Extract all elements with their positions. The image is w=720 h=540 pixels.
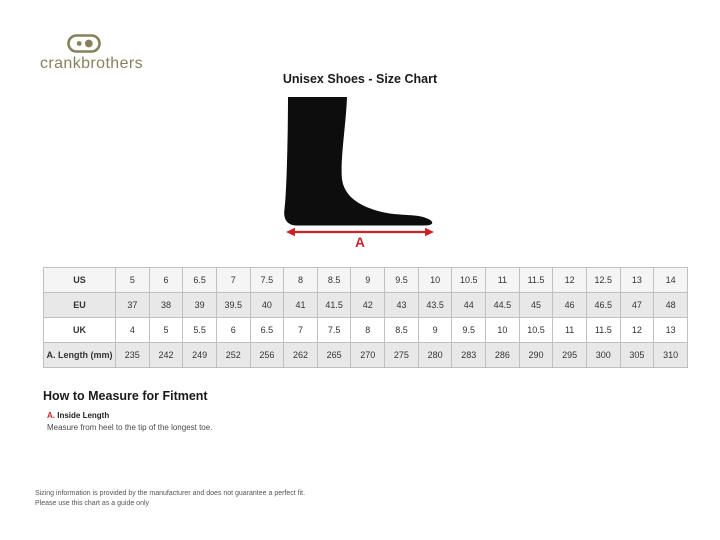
size-value-cell: 13 (620, 268, 654, 293)
size-value-cell: 12 (620, 318, 654, 343)
size-value-cell: 242 (149, 343, 183, 368)
size-value-cell: 6.5 (183, 268, 217, 293)
measure-item-description: Measure from heel to the tip of the longest toe. (47, 423, 213, 432)
size-value-cell: 280 (418, 343, 452, 368)
size-value-cell: 262 (284, 343, 318, 368)
size-value-cell: 38 (149, 293, 183, 318)
size-value-cell: 8.5 (317, 268, 351, 293)
footnote (35, 489, 305, 508)
measurement-label-a: A (355, 235, 365, 250)
row-header-cell: US (44, 268, 116, 293)
size-value-cell: 42 (351, 293, 385, 318)
size-value-cell: 300 (586, 343, 620, 368)
size-value-cell: 45 (519, 293, 553, 318)
size-value-cell: 310 (654, 343, 688, 368)
size-value-cell: 7 (284, 318, 318, 343)
size-value-cell: 40 (250, 293, 284, 318)
size-value-cell: 41.5 (317, 293, 351, 318)
size-value-cell: 9 (351, 268, 385, 293)
size-value-cell: 4 (116, 318, 150, 343)
size-value-cell: 295 (553, 343, 587, 368)
size-value-cell: 44.5 (486, 293, 520, 318)
size-value-cell: 305 (620, 343, 654, 368)
size-value-cell: 286 (486, 343, 520, 368)
size-value-cell: 12 (553, 268, 587, 293)
size-value-cell: 48 (654, 293, 688, 318)
measure-heading: How to Measure for Fitment (43, 389, 208, 403)
size-value-cell: 256 (250, 343, 284, 368)
size-value-cell: 249 (183, 343, 217, 368)
size-value-cell: 252 (216, 343, 250, 368)
size-value-cell: 14 (654, 268, 688, 293)
crankbrothers-pill-icon (67, 34, 101, 53)
footnote-line-1: Sizing information is provided by the manufacturer and does not guarantee a perfect fit. (35, 490, 306, 497)
size-table (43, 267, 688, 368)
size-value-cell: 275 (385, 343, 419, 368)
size-table-body (44, 268, 688, 368)
size-value-cell: 39.5 (216, 293, 250, 318)
size-value-cell: 290 (519, 343, 553, 368)
foot-silhouette-icon (283, 97, 439, 229)
size-value-cell: 41 (284, 293, 318, 318)
size-value-cell: 10 (486, 318, 520, 343)
size-value-cell: 283 (452, 343, 486, 368)
size-value-cell: 7.5 (250, 268, 284, 293)
size-value-cell: 6 (149, 268, 183, 293)
size-value-cell: 5 (116, 268, 150, 293)
size-value-cell: 6.5 (250, 318, 284, 343)
size-value-cell: 8 (351, 318, 385, 343)
crankbrothers-logo (40, 34, 143, 73)
size-value-cell: 265 (317, 343, 351, 368)
page-title: Unisex Shoes - Size Chart (282, 72, 438, 86)
measure-item-name: Inside Length (57, 411, 110, 420)
size-value-cell: 10.5 (519, 318, 553, 343)
measure-item-letter: A. (47, 411, 55, 420)
table-row (44, 293, 688, 318)
size-value-cell: 5 (149, 318, 183, 343)
size-value-cell: 13 (654, 318, 688, 343)
size-value-cell: 11 (486, 268, 520, 293)
size-value-cell: 7 (216, 268, 250, 293)
measure-item-title (47, 411, 109, 420)
table-row (44, 318, 688, 343)
table-row (44, 268, 688, 293)
size-value-cell: 5.5 (183, 318, 217, 343)
size-value-cell: 46.5 (586, 293, 620, 318)
size-value-cell: 10.5 (452, 268, 486, 293)
size-value-cell: 9 (418, 318, 452, 343)
size-value-cell: 9.5 (385, 268, 419, 293)
size-value-cell: 46 (553, 293, 587, 318)
size-value-cell: 7.5 (317, 318, 351, 343)
size-value-cell: 43 (385, 293, 419, 318)
brand-name: crankbrothers (40, 55, 144, 72)
table-row (44, 343, 688, 368)
row-header-cell: EU (44, 293, 116, 318)
size-value-cell: 44 (452, 293, 486, 318)
size-value-cell: 11 (553, 318, 587, 343)
size-value-cell: 12.5 (586, 268, 620, 293)
size-value-cell: 235 (116, 343, 150, 368)
row-header-cell: A. Length (mm) (44, 343, 116, 368)
size-value-cell: 11.5 (519, 268, 553, 293)
row-header-cell: UK (44, 318, 116, 343)
footnote-line-2: Please use this chart as a guide only (35, 499, 150, 507)
size-value-cell: 37 (116, 293, 150, 318)
size-value-cell: 270 (351, 343, 385, 368)
size-value-cell: 11.5 (586, 318, 620, 343)
size-value-cell: 39 (183, 293, 217, 318)
size-value-cell: 8.5 (385, 318, 419, 343)
size-value-cell: 43.5 (418, 293, 452, 318)
size-value-cell: 47 (620, 293, 654, 318)
size-value-cell: 6 (216, 318, 250, 343)
size-value-cell: 9.5 (452, 318, 486, 343)
size-value-cell: 8 (284, 268, 318, 293)
size-value-cell: 10 (418, 268, 452, 293)
